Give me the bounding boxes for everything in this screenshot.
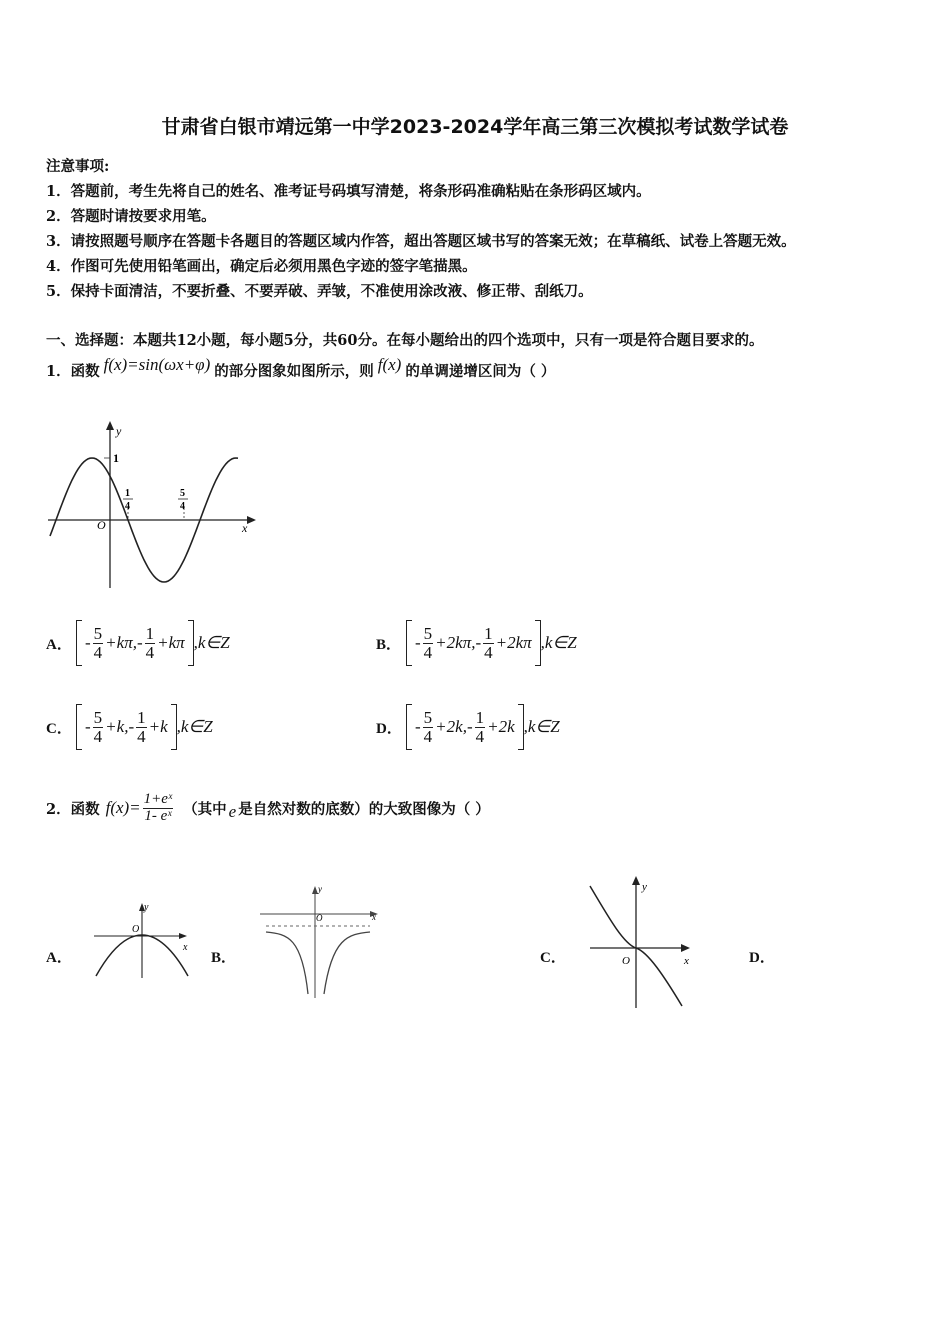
- option-text: ,k∈Z: [540, 633, 577, 652]
- note-item: 4．作图可先使用铅笔画出，确定后必须用黑色字迹的签字笔描黑。: [46, 258, 477, 275]
- question-2: [46, 792, 490, 825]
- option-text: ,k∈Z: [193, 633, 230, 652]
- graph-origin: O: [132, 924, 140, 935]
- q2-prefix: 2．函数: [46, 800, 100, 818]
- option-label: D．: [376, 720, 402, 737]
- graph-x-label: x: [242, 521, 248, 535]
- page-title: 甘肃省白银市靖远第一中学2023-2024学年高三第三次模拟考试数学试卷: [161, 116, 789, 138]
- q2-denominator: 1- eˣ: [144, 807, 172, 824]
- q2-graph-c: [586, 872, 696, 1012]
- notes-heading: 注意事项:: [46, 158, 110, 175]
- q2-option-d-label[interactable]: D．: [749, 950, 775, 966]
- option-text: -: [85, 717, 91, 736]
- graph-tick-num: 1: [125, 488, 130, 499]
- q2-e: e: [228, 802, 237, 822]
- frac-den: 4: [93, 642, 103, 662]
- q1-fx: f(x): [377, 354, 402, 374]
- option-text: ,k∈Z: [176, 717, 213, 736]
- frac-num: 1: [475, 707, 485, 727]
- section-heading: 一、选择题：本题共12小题，每小题5分，共60分。在每小题给出的四个选项中，只有一项是符合题目要求的。: [46, 332, 764, 349]
- graph-tick-num: 5: [180, 488, 185, 499]
- frac-num: 5: [93, 707, 103, 727]
- q1-formula: f(x)=sin(ωx+φ): [103, 354, 211, 374]
- q1-prefix: 1．函数: [46, 363, 100, 380]
- option-text: ,k∈Z: [523, 717, 560, 736]
- option-text: +k: [148, 717, 168, 736]
- frac-den: 4: [475, 726, 485, 746]
- option-label: A．: [46, 636, 72, 653]
- question-1: [46, 354, 556, 381]
- q2-option-b-label[interactable]: B．: [211, 950, 237, 966]
- graph-x-label: x: [684, 955, 689, 967]
- q1-suffix: 的单调递增区间为（ ）: [405, 363, 556, 380]
- option-text: -: [415, 633, 421, 652]
- graph-x-label: x: [372, 912, 376, 922]
- graph-tick-den: 4: [180, 501, 185, 512]
- option-text: +2kπ,-: [435, 633, 482, 652]
- q2-option-c-label[interactable]: C．: [540, 950, 566, 966]
- option-text: +k,-: [105, 717, 135, 736]
- q1-option-c[interactable]: [46, 704, 213, 750]
- graph-origin: O: [97, 518, 106, 532]
- q1-option-b[interactable]: [376, 620, 577, 666]
- q1-middle: 的部分图象如图所示，则: [214, 363, 374, 380]
- option-label: B．: [376, 636, 402, 653]
- graph-y-label: y: [116, 424, 122, 438]
- note-item: 2．答题时请按要求用笔。: [46, 208, 216, 225]
- frac-den: 4: [423, 642, 433, 662]
- option-text: -: [85, 633, 91, 652]
- note-item: 1．答题前，考生先将自己的姓名、准考证号码填写清楚，将条形码准确粘贴在条形码区域内。: [46, 183, 651, 200]
- frac-den: 4: [423, 726, 433, 746]
- frac-den: 4: [145, 642, 155, 662]
- graph-y-tick: 1: [113, 451, 119, 465]
- graph-y-label: y: [318, 884, 322, 894]
- q1-option-a[interactable]: [46, 620, 230, 666]
- q1-option-d[interactable]: [376, 704, 560, 750]
- frac-den: 4: [137, 726, 146, 746]
- graph-y-label: y: [144, 902, 149, 913]
- graph-x-label: x: [183, 942, 188, 953]
- q1-sine-graph: [44, 418, 264, 590]
- frac-num: 1: [145, 623, 155, 643]
- note-item: 3．请按照题号顺序在答题卡各题目的答题区域内作答，超出答题区域书写的答案无效；在草稿纸、试卷上答题无效。: [46, 233, 796, 250]
- option-text: +2k,-: [435, 717, 473, 736]
- graph-origin: O: [622, 955, 630, 967]
- frac-den: 4: [93, 726, 103, 746]
- option-text: +2k: [487, 717, 515, 736]
- frac-den: 4: [484, 642, 493, 662]
- frac-num: 5: [93, 623, 103, 643]
- note-item: 5．保持卡面清洁，不要折叠、不要弄破、弄皱，不准使用涂改液、修正带、刮纸刀。: [46, 283, 593, 300]
- q2-middle2: 是自然对数的底数）的大致图像为（ ）: [238, 800, 490, 818]
- option-text: -: [415, 717, 421, 736]
- option-text: +kπ: [157, 633, 185, 652]
- q2-lhs: f(x)=: [105, 798, 141, 818]
- frac-num: 5: [423, 623, 433, 643]
- q2-option-a-label[interactable]: A．: [46, 950, 72, 966]
- option-text: +kπ,-: [105, 633, 143, 652]
- graph-origin: O: [316, 913, 323, 923]
- q2-graph-a: [92, 898, 192, 980]
- q2-numerator: 1+eˣ: [143, 791, 173, 807]
- q2-middle1: （其中: [183, 800, 227, 818]
- frac-num: 1: [484, 623, 493, 643]
- option-text: +2kπ: [495, 633, 532, 652]
- q2-graph-b: [258, 882, 382, 1000]
- graph-tick-den: 4: [125, 501, 130, 512]
- graph-y-label: y: [642, 881, 647, 893]
- frac-num: 1: [137, 707, 146, 727]
- frac-num: 5: [423, 707, 433, 727]
- option-label: C．: [46, 720, 72, 737]
